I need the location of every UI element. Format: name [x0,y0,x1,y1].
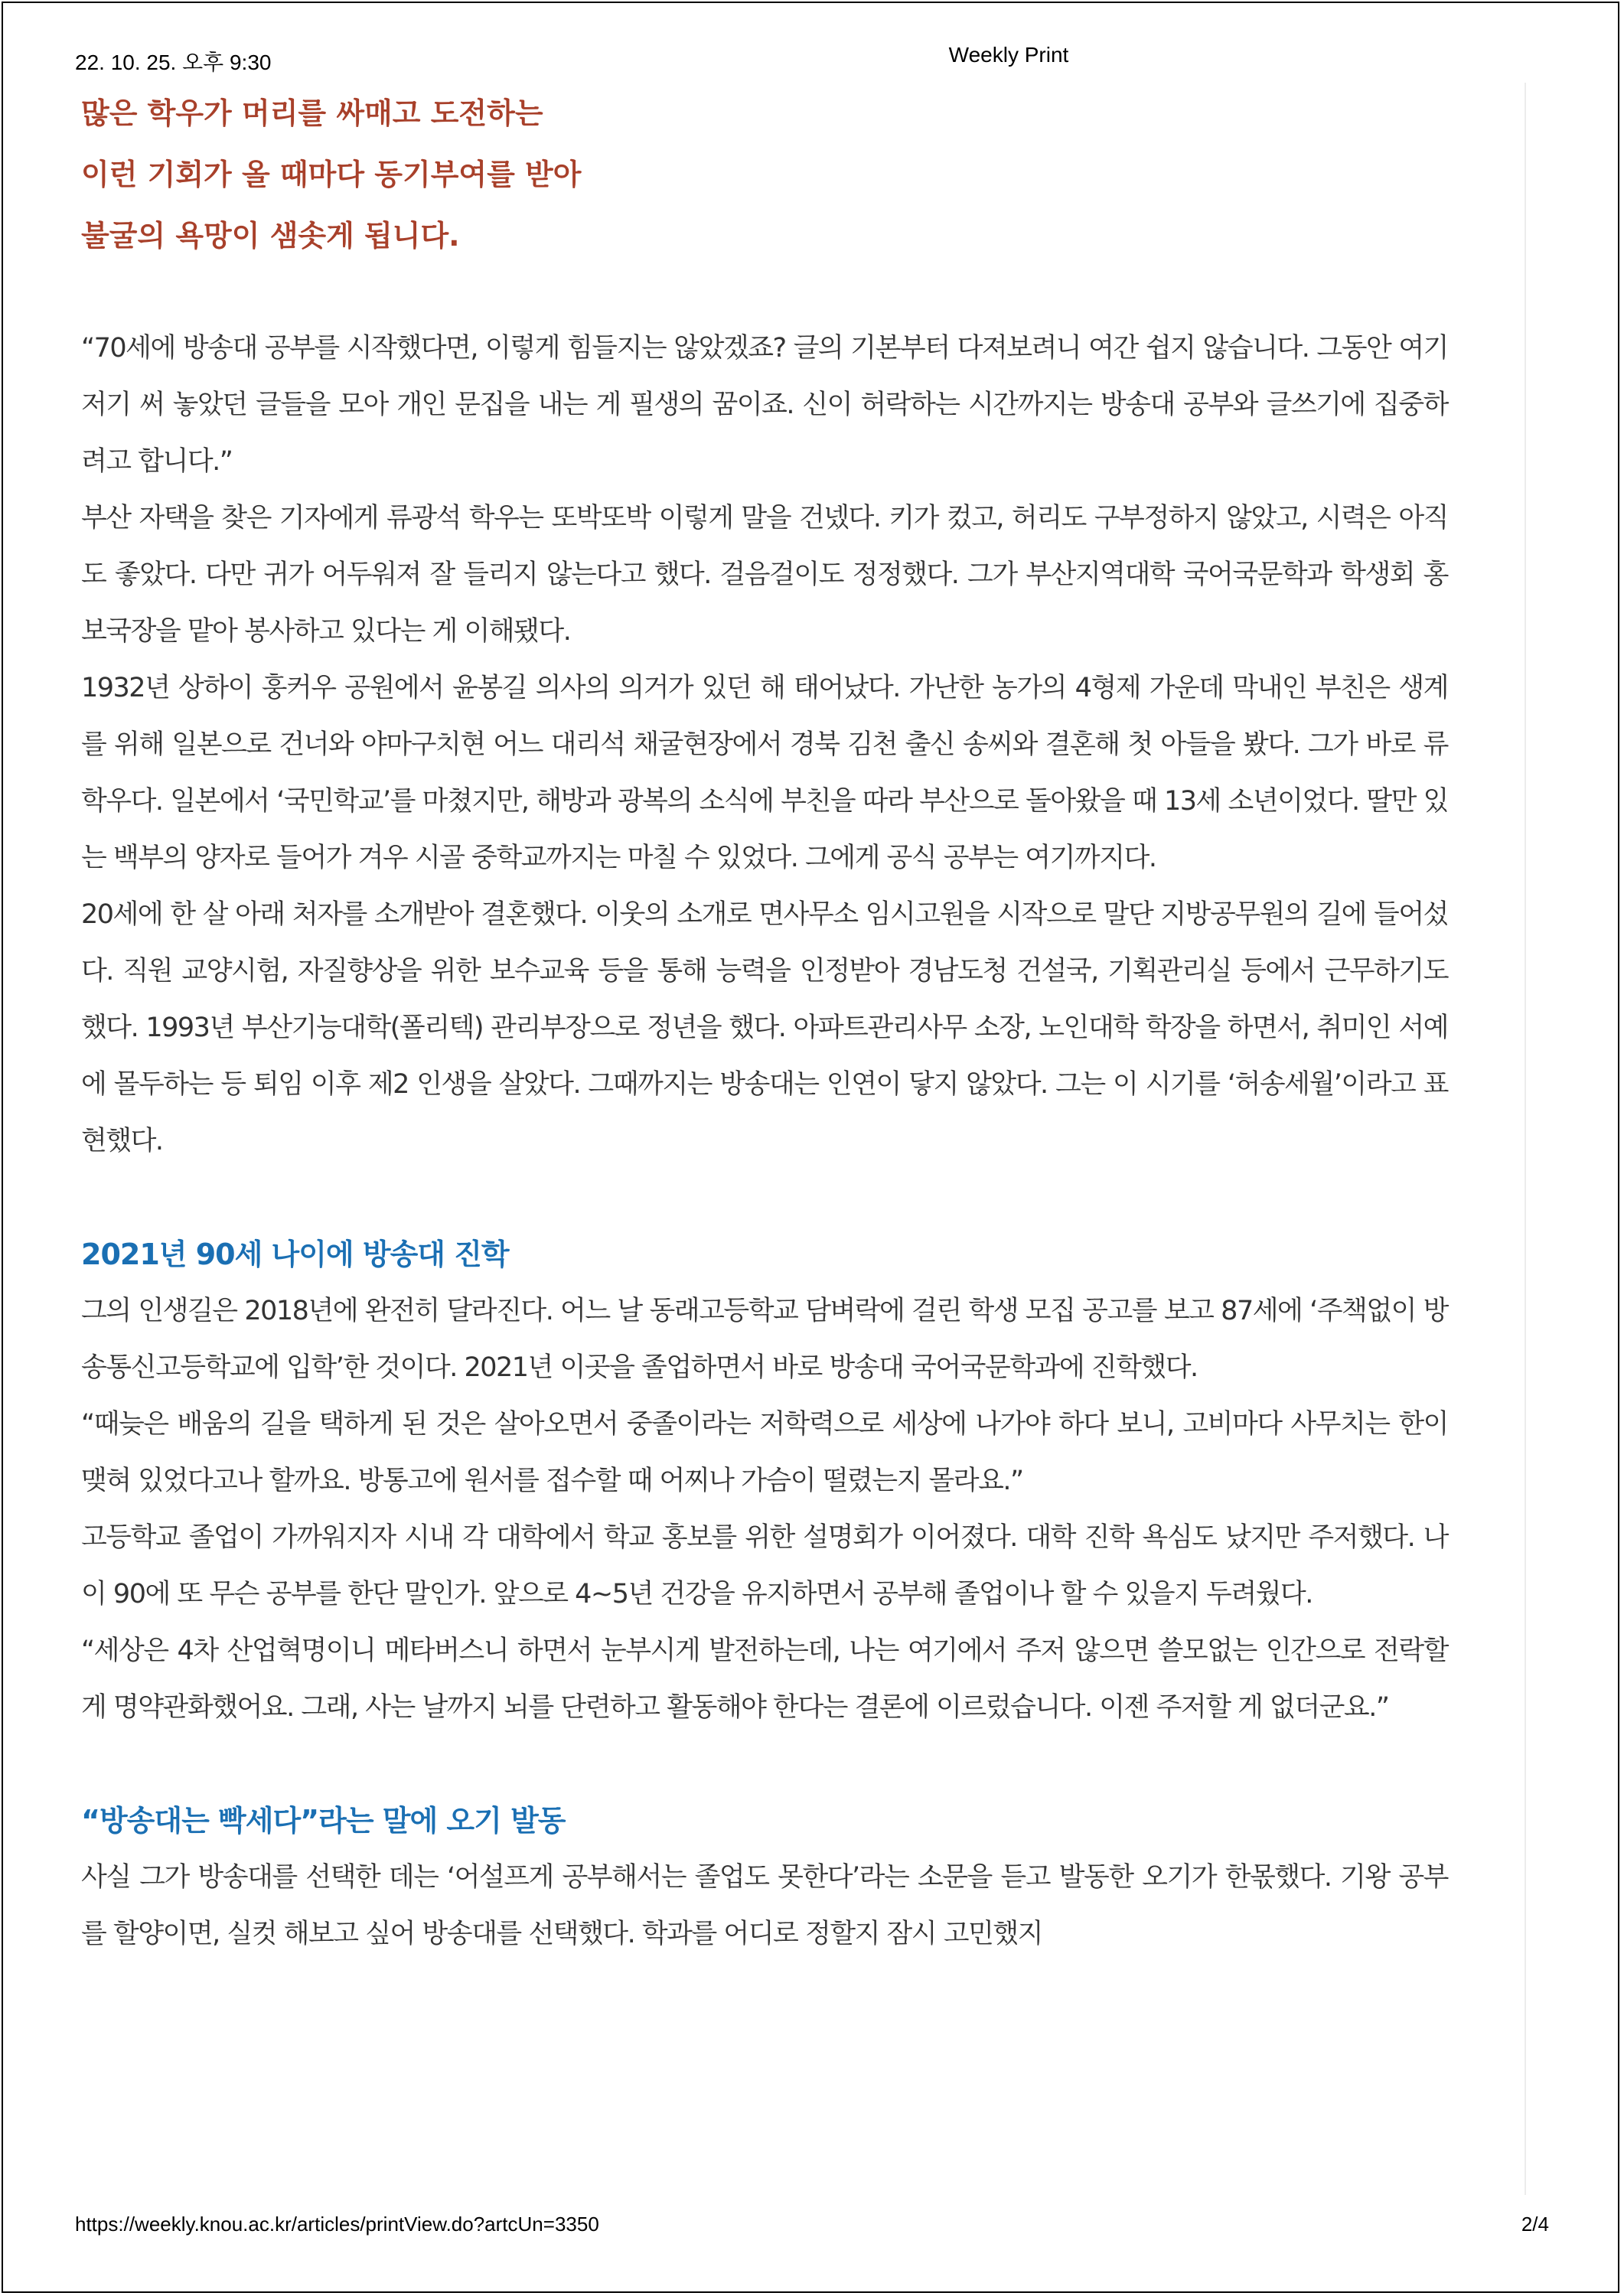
page-indicator: 2/4 [1521,2213,1549,2236]
section-heading: “방송대는 빡세다”라는 말에 오기 발동 [81,1804,566,1838]
article-paragraph: 1932년 상하이 훙커우 공원에서 윤봉길 의사의 의거가 있던 해 태어났다. 가난한 농가의 4형제 가운데 막내인 부친은 생계를 위해 일본으로 건너와 야마구치현 어느 대리석 채굴현장에서 경북 김천 출신 송씨와 결혼해 첫 아들을 봤다. 그가 바로 류 학우다. 일본에서 ‘국민학교’를 마쳤지만, 해방과 광복의 소식에 부친을 따라 부산으로 돌아왔을 때 13세 소년이었다. 딸만 있는 백부의 양자로 들어가 겨우 시골 중학교까지는 마칠 수 있었다. 그에게 공식 공부는 여기까지다. [81,673,1448,873]
print-site-title: Weekly Print [948,43,1069,67]
article-paragraph: 그의 인생길은 2018년에 완전히 달라진다. 어느 날 동래고등학교 담벼락에 걸린 학생 모집 공고를 보고 87세에 ‘주책없이 방송통신고등학교에 입학’한 것이다. 2021년 이곳을 졸업하면서 바로 방송대 국어국문학과에 진학했다. [81,1296,1448,1383]
article-paragraph: 20세에 한 살 아래 처자를 소개받아 결혼했다. 이웃의 소개로 면사무소 임시고원을 시작으로 말단 지방공무원의 길에 들어섰다. 직원 교양시험, 자질향상을 위한 보수교육 등을 통해 능력을 인정받아 경남도청 건설국, 기획관리실 등에서 근무하기도 했다. 1993년 부산기능대학(폴리텍) 관리부장으로 정년을 했다. 아파트관리사무 소장, 노인대학 학장을 하면서, 취미인 서예에 몰두하는 등 퇴임 이후 제2 인생을 살았다. 그때까지는 방송대는 인연이 닿지 않았다. 그는 이 시기를 ‘허송세월’이라고 표현했다. [81,899,1448,1156]
right-divider [1525,83,1526,2195]
article-paragraph: “70세에 방송대 공부를 시작했다면, 이렇게 힘들지는 않았겠죠? 글의 기본부터 다져보려니 여간 쉽지 않습니다. 그동안 여기저기 써 놓았던 글들을 모아 개인 문집을 내는 게 필생의 꿈이죠. 신이 허락하는 시간까지는 방송대 공부와 글쓰기에 집중하려고 합니다.” [81,333,1448,477]
print-header [75,44,1549,75]
article-paragraph: 부산 자택을 찾은 기자에게 류광석 학우는 또박또박 이렇게 말을 건넸다. 키가 컸고, 허리도 구부정하지 않았고, 시력은 아직도 좋았다. 다만 귀가 어두워져 잘 들리지 않는다고 했다. 걸음걸이도 정정했다. 그가 부산지역대학 국어국문학과 학생회 홍보국장을 맡아 봉사하고 있다는 게 이해됐다. [81,503,1448,647]
print-datetime: 22. 10. 25. 오후 9:30 [75,51,272,74]
article-body [81,83,1448,1962]
print-footer [75,2213,1549,2243]
pull-quote-line: 많은 학우가 머리를 싸매고 도전하는 [81,96,543,130]
article-url: https://weekly.knou.ac.kr/articles/printView.do?artcUn=3350 [75,2213,599,2236]
pull-quote [81,83,1448,266]
article-paragraph: 고등학교 졸업이 가까워지자 시내 각 대학에서 학교 홍보를 위한 설명회가 이어졌다. 대학 진학 욕심도 났지만 주저했다. 나이 90에 또 무슨 공부를 한단 말인가. 앞으로 4~5년 건강을 유지하면서 공부해 졸업이나 할 수 있을지 두려웠다. [81,1522,1448,1609]
article-paragraph: “세상은 4차 산업혁명이니 메타버스니 하면서 눈부시게 발전하는데, 나는 여기에서 주저 않으면 쓸모없는 인간으로 전락할 게 명약관화했어요. 그래, 사는 날까지 뇌를 단련하고 활동해야 한다는 결론에 이르렀습니다. 이젠 주저할 게 없더군요.” [81,1636,1448,1723]
section-heading: 2021년 90세 나이에 방송대 진학 [81,1238,509,1271]
article-paragraph: 사실 그가 방송대를 선택한 데는 ‘어설프게 공부해서는 졸업도 못한다’라는 소문을 듣고 발동한 오기가 한몫했다. 기왕 공부를 할양이면, 실컷 해보고 싶어 방송대를 선택했다. 학과를 어디로 정할지 잠시 고민했지 [81,1862,1448,1949]
article-paragraph: “때늦은 배움의 길을 택하게 된 것은 살아오면서 중졸이라는 저학력으로 세상에 나가야 하다 보니, 고비마다 사무치는 한이 맺혀 있었다고나 할까요. 방통고에 원서를 접수할 때 어찌나 가슴이 떨렸는지 몰라요.” [81,1409,1448,1496]
pull-quote-line: 이런 기회가 올 때마다 동기부여를 받아 [81,158,582,191]
pull-quote-line: 불굴의 욕망이 샘솟게 됩니다. [81,219,460,253]
